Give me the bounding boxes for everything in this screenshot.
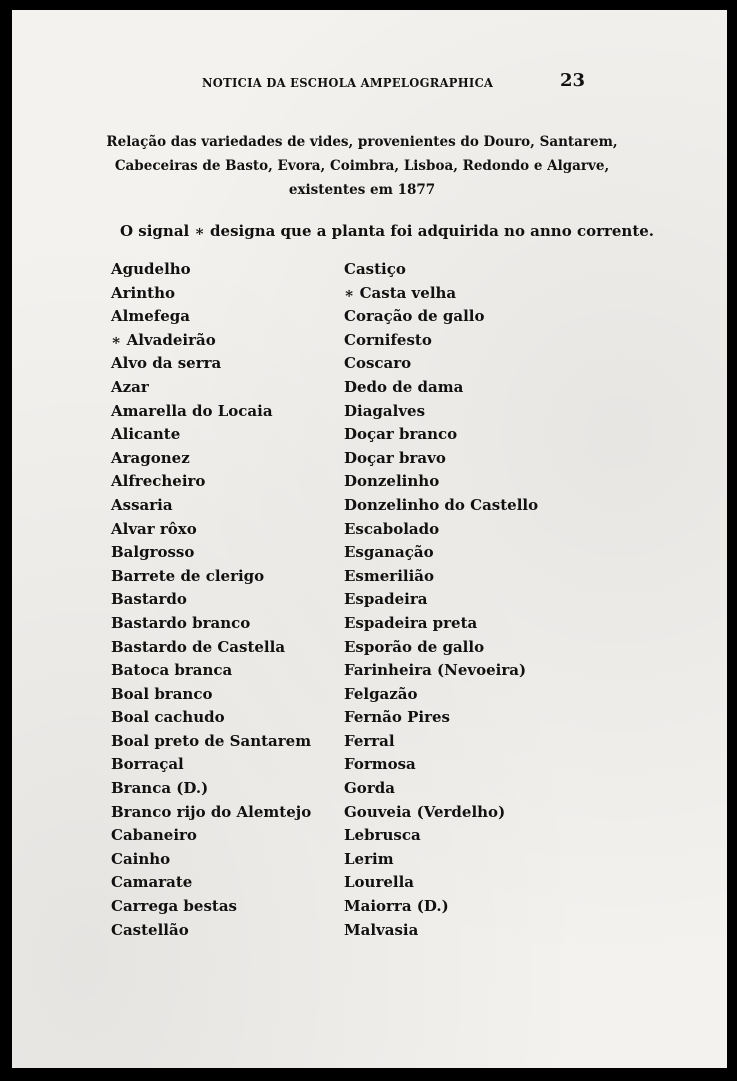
variety-item: ∗ Casta velha xyxy=(344,283,457,302)
heading-line-3: existentes em 1877 xyxy=(288,182,436,198)
variety-item: Alfrecheiro xyxy=(111,472,206,491)
variety-item: Balgrosso xyxy=(111,543,195,562)
variety-item: Branco rijo do Alemtejo xyxy=(111,802,312,821)
variety-item: Bastardo branco xyxy=(111,613,251,632)
variety-item: Gorda xyxy=(344,779,395,798)
variety-item: Assaria xyxy=(111,495,173,514)
variety-item: Camarate xyxy=(111,873,193,892)
variety-item: Almefega xyxy=(111,307,190,326)
variety-item: ∗ Alvadeirão xyxy=(111,330,216,349)
variety-item: Azar xyxy=(111,377,149,396)
variety-item: Cornifesto xyxy=(344,330,432,349)
heading-line-2: Cabeceiras de Basto, Evora, Coimbra, Lisboa, Redondo e Algarve, xyxy=(114,158,610,174)
variety-item: Esmerilião xyxy=(344,566,435,585)
variety-item: Arintho xyxy=(111,283,175,302)
variety-item: Esporão de gallo xyxy=(344,637,485,656)
variety-item: Boal cachudo xyxy=(111,708,225,727)
variety-item: Coscaro xyxy=(344,354,412,373)
book-page xyxy=(12,10,727,1068)
variety-item: Doçar bravo xyxy=(344,448,446,467)
variety-item: Espadeira xyxy=(344,590,428,609)
variety-item: Felgazão xyxy=(344,684,418,703)
variety-item: Dedo de dama xyxy=(344,377,464,396)
variety-item: Amarella do Locaia xyxy=(111,401,273,420)
variety-item: Borraçal xyxy=(111,755,184,774)
variety-item: Lourella xyxy=(344,873,415,892)
variety-item: Barrete de clerigo xyxy=(111,566,265,585)
variety-item: Cabaneiro xyxy=(111,826,197,845)
page-number: 23 xyxy=(560,70,586,91)
variety-item: Escabolado xyxy=(344,519,440,538)
variety-item: Alicante xyxy=(111,425,181,444)
heading-line-1: Relação das variedades de vides, provenientes do Douro, Santarem, xyxy=(106,134,618,150)
variety-item: Boal preto de Santarem xyxy=(111,731,312,750)
variety-item: Aragonez xyxy=(111,448,190,467)
variety-item: Boal branco xyxy=(111,684,213,703)
varieties-list-left xyxy=(111,258,311,942)
varieties-list-right xyxy=(344,258,538,942)
variety-item: Coração de gallo xyxy=(344,307,485,326)
variety-item: Diagalves xyxy=(344,401,426,420)
variety-item: Ferral xyxy=(344,731,395,750)
running-title: NOTICIA DA ESCHOLA AMPELOGRAPHICA xyxy=(202,75,494,91)
section-heading xyxy=(102,130,622,202)
variety-item: Branca (D.) xyxy=(111,779,209,798)
variety-item: Castiço xyxy=(344,260,406,278)
variety-item: Maiorra (D.) xyxy=(344,897,449,916)
variety-item: Doçar branco xyxy=(344,425,458,444)
signal-note: O signal ∗ designa que a planta foi adquirida no anno corrente. xyxy=(120,222,655,240)
variety-item: Farinheira (Nevoeira) xyxy=(344,661,527,680)
variety-item: Bastardo xyxy=(111,590,187,609)
variety-item: Alvo da serra xyxy=(111,354,222,373)
variety-item: Cainho xyxy=(111,849,171,868)
variety-item: Lebrusca xyxy=(344,826,421,845)
variety-item: Carrega bestas xyxy=(111,897,238,916)
variety-item: Donzelinho do Castello xyxy=(344,495,539,514)
variety-item: Lerim xyxy=(344,849,394,868)
variety-item: Batoca branca xyxy=(111,661,233,680)
variety-item: Fernão Pires xyxy=(344,708,450,727)
variety-item: Espadeira preta xyxy=(344,613,478,632)
variety-item: Formosa xyxy=(344,755,416,774)
variety-item: Gouveia (Verdelho) xyxy=(344,802,506,821)
variety-item: Esganação xyxy=(344,543,434,562)
variety-item: Bastardo de Castella xyxy=(111,637,286,656)
variety-item: Donzelinho xyxy=(344,472,440,491)
variety-item: Malvasia xyxy=(344,920,419,939)
variety-item: Alvar rôxo xyxy=(111,519,197,538)
variety-item: Castellão xyxy=(111,920,189,939)
variety-item: Agudelho xyxy=(111,260,191,278)
